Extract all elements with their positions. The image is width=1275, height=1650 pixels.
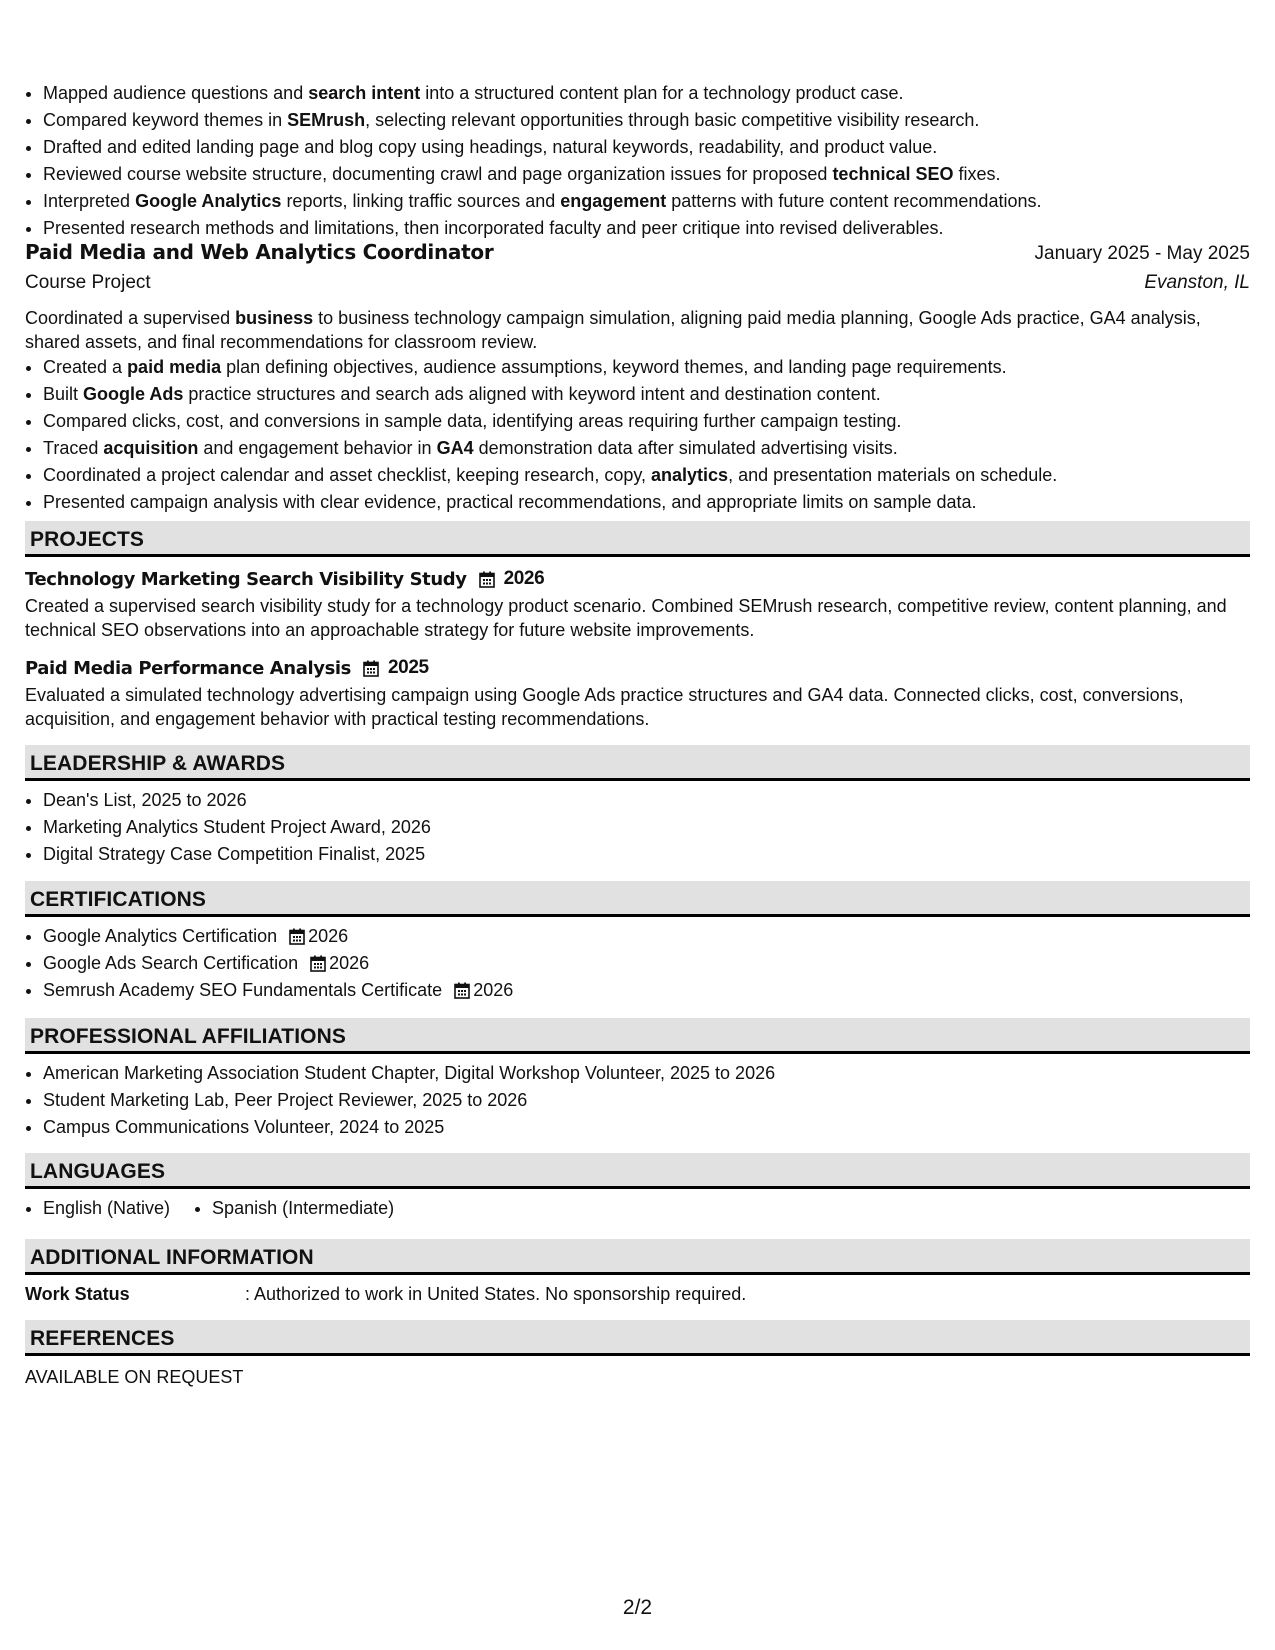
calendar-icon: [479, 571, 495, 588]
bold-keyword: SEMrush: [287, 110, 366, 130]
work-status-label: Work Status: [25, 1284, 130, 1304]
list-item: • Coordinated a project calendar and asset checklist, keeping research, copy, analytics, and presentation materials on schedule.: [43, 462, 1250, 489]
certification-year: 2026: [473, 980, 514, 1000]
project-description: Evaluated a simulated technology advertising campaign using Google Ads practice structures and GA4 data. Connected clicks, cost, conversions, acquisition, and engagement behavior with practical testing recommendations.: [25, 685, 1184, 729]
calendar-icon: [289, 928, 305, 945]
list-item: • Mapped audience questions and search intent into a structured content plan for a technology product case.: [43, 80, 1268, 107]
languages-list: [25, 1195, 1268, 1222]
list-item: • Campus Communications Volunteer, 2024 to 2025: [43, 1114, 1268, 1141]
certification-name: • Google Ads Search Certification: [43, 953, 299, 973]
role-bullets: [25, 354, 1250, 516]
leadership-list: [25, 787, 1268, 868]
bold-keyword: search intent: [308, 83, 421, 103]
role-title: Paid Media and Web Analytics Coordinator: [25, 240, 494, 264]
section-heading-languages: LANGUAGES: [25, 1153, 1250, 1189]
list-item: • Presented research methods and limitations, then incorporated faculty and peer critique into revised deliverables.: [43, 215, 1268, 242]
certification-year: 2026: [329, 953, 370, 973]
calendar-icon: [363, 660, 379, 677]
certification-item: [43, 950, 1268, 977]
project-item: [25, 564, 1250, 642]
list-item: • Compared keyword themes in SEMrush, selecting relevant opportunities through basic competitive visibility research.: [43, 107, 1268, 134]
list-item: • Student Marketing Lab, Peer Project Reviewer, 2025 to 2026: [43, 1087, 1268, 1114]
list-item: • Dean's List, 2025 to 2026: [43, 787, 1268, 814]
project-year: 2026: [503, 568, 545, 589]
section-heading-leadership: LEADERSHIP & AWARDS: [25, 745, 1250, 781]
certifications-list: [25, 923, 1268, 1004]
list-item: • Created a paid media plan defining objectives, audience assumptions, keyword themes, and landing page requirements.: [43, 354, 1250, 381]
bold-keyword: paid media: [127, 357, 222, 377]
section-heading-affiliations: PROFESSIONAL AFFILIATIONS: [25, 1018, 1250, 1054]
calendar-icon: [310, 955, 326, 972]
certification-item: [43, 923, 1268, 950]
work-status-row: [25, 1281, 1250, 1307]
language-item: • Spanish (Intermediate): [212, 1195, 394, 1222]
role-summary: Coordinated a supervised business to business technology campaign simulation, aligning paid media planning, Google Ads practice, GA4 analysis, shared assets, and final recommendations for classroom review.: [25, 308, 1201, 352]
bold-keyword: GA4: [436, 438, 474, 458]
references-text: AVAILABLE ON REQUEST: [25, 1367, 244, 1387]
work-status-value: : Authorized to work in United States. No sponsorship required.: [245, 1284, 747, 1304]
list-item: • Interpreted Google Analytics reports, linking traffic sources and engagement patterns with future content recommendations.: [43, 188, 1268, 215]
bold-keyword: Google Ads: [83, 384, 184, 404]
list-item: • Digital Strategy Case Competition Finalist, 2025: [43, 841, 1268, 868]
bold-keyword: technical SEO: [832, 164, 954, 184]
list-item: • Marketing Analytics Student Project Award, 2026: [43, 814, 1268, 841]
list-item: • Presented campaign analysis with clear evidence, practical recommendations, and appropriate limits on sample data.: [43, 489, 1250, 516]
section-heading-additional: ADDITIONAL INFORMATION: [25, 1239, 1250, 1275]
bold-keyword: Google Analytics: [135, 191, 282, 211]
experience-role: [25, 240, 1250, 516]
list-item: • Compared clicks, cost, and conversions in sample data, identifying areas requiring further campaign testing.: [43, 408, 1250, 435]
experience-bullets-previous: [25, 80, 1268, 242]
certification-name: • Google Analytics Certification: [43, 926, 278, 946]
role-subtitle: Course Project: [25, 272, 151, 293]
certification-year: 2026: [308, 926, 349, 946]
list-item: • Reviewed course website structure, documenting crawl and page organization issues for proposed technical SEO fixes.: [43, 161, 1268, 188]
page-number: 2/2: [622, 1596, 653, 1619]
language-item: • English (Native): [43, 1195, 170, 1222]
section-heading-projects: PROJECTS: [25, 521, 1250, 557]
project-title: Technology Marketing Search Visibility Study: [25, 568, 467, 590]
role-dates: January 2025 - May 2025: [1034, 243, 1250, 264]
bold-keyword: acquisition: [103, 438, 199, 458]
list-item: • Drafted and edited landing page and blog copy using headings, natural keywords, readability, and product value.: [43, 134, 1268, 161]
certification-item: [43, 977, 1268, 1004]
project-description: Created a supervised search visibility study for a technology product scenario. Combined SEMrush research, competitive review, content planning, and technical SEO observations into an approachable strategy for future website improvements.: [25, 596, 1227, 640]
calendar-icon: [454, 982, 470, 999]
list-item: • Traced acquisition and engagement behavior in GA4 demonstration data after simulated advertising visits.: [43, 435, 1250, 462]
project-title: Paid Media Performance Analysis: [25, 657, 351, 679]
affiliations-list: [25, 1060, 1268, 1141]
bold-keyword: analytics: [651, 465, 729, 485]
bold-keyword: business: [235, 308, 314, 328]
project-item: [25, 653, 1250, 731]
list-item: • Built Google Ads practice structures and search ads aligned with keyword intent and destination content.: [43, 381, 1250, 408]
bold-keyword: engagement: [560, 191, 667, 211]
certification-name: • Semrush Academy SEO Fundamentals Certificate: [43, 980, 443, 1000]
section-heading-certifications: CERTIFICATIONS: [25, 881, 1250, 917]
list-item: • American Marketing Association Student Chapter, Digital Workshop Volunteer, 2025 to 2026: [43, 1060, 1268, 1087]
projects-list: [25, 564, 1250, 731]
role-location: Evanston, IL: [1144, 272, 1250, 293]
project-year: 2025: [387, 657, 429, 678]
section-heading-references: REFERENCES: [25, 1320, 1250, 1356]
